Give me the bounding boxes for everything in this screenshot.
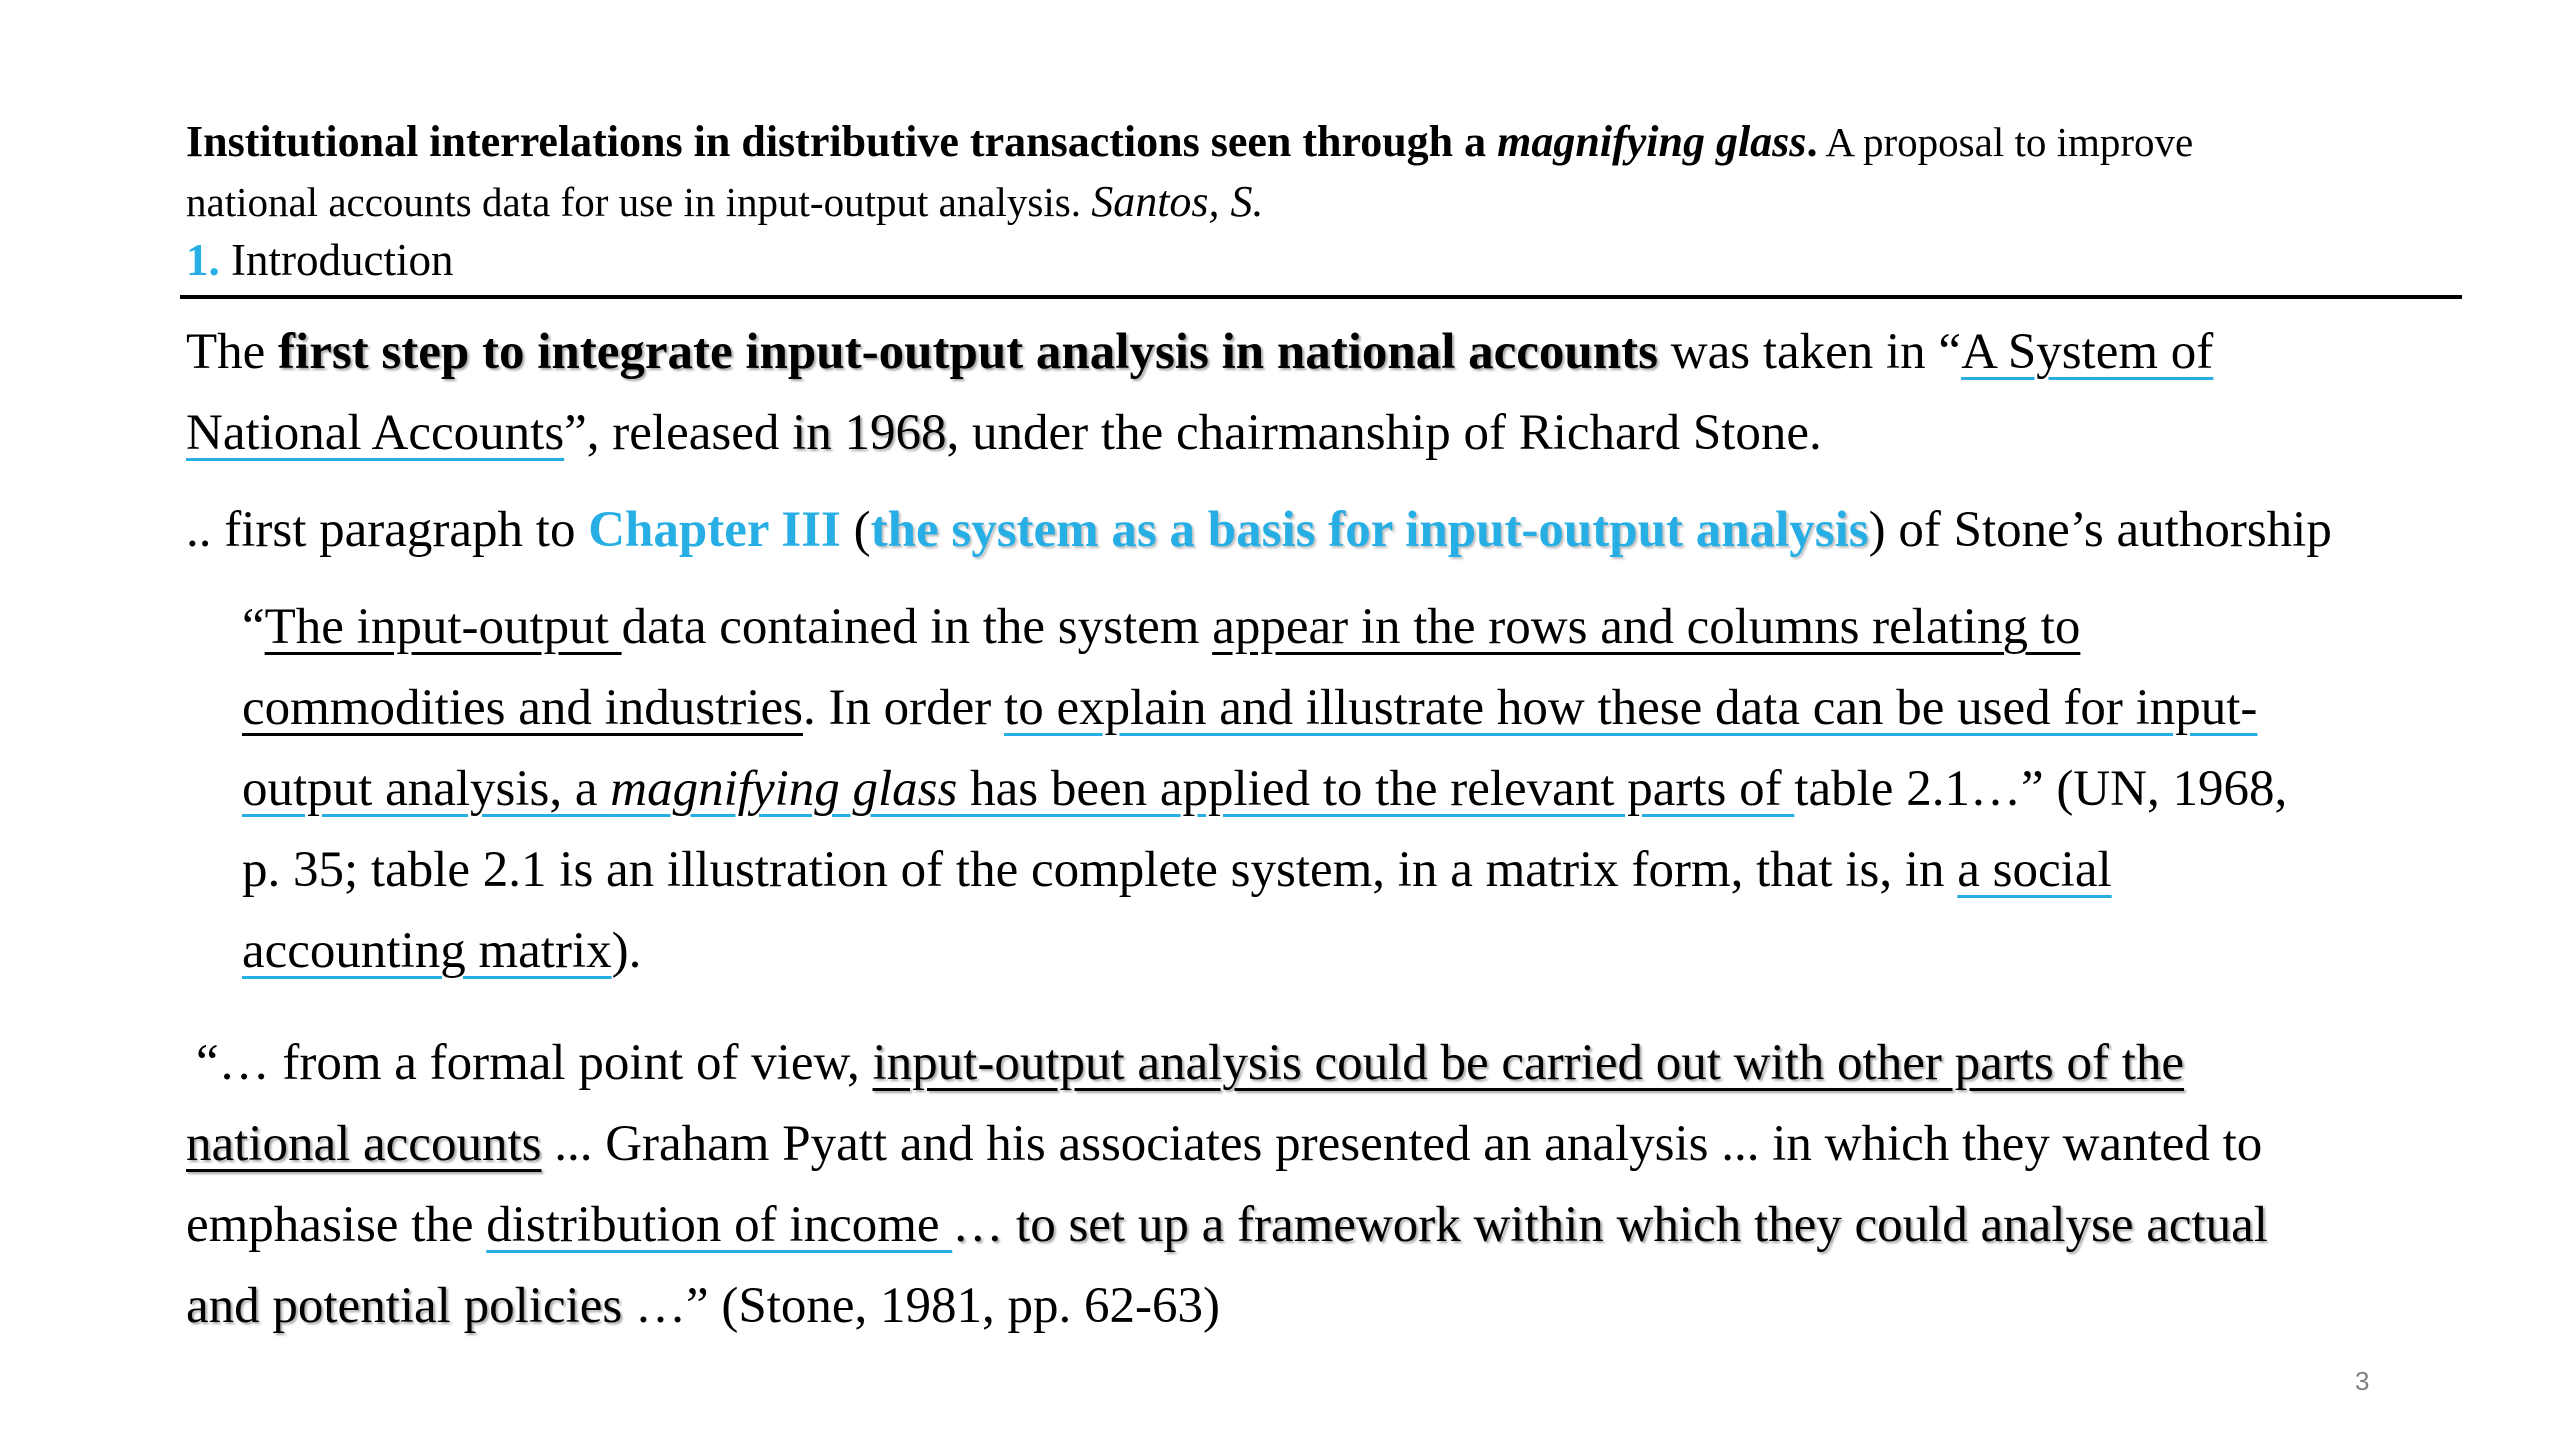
section-number: 1. xyxy=(186,235,220,285)
underlined-phrase: The input-output xyxy=(264,599,622,655)
emphasis-first-step: first step to integrate input-output analysis in national accounts xyxy=(278,324,1658,380)
sna-title-part-1: A System of xyxy=(1961,324,2214,380)
quote-1-line-1 xyxy=(242,587,2080,668)
text-run: was taken in “ xyxy=(1658,324,1962,380)
author: Santos, S. xyxy=(1091,177,1264,226)
title-rest-text: A proposal to improve xyxy=(1817,119,2194,165)
underlined-phrase: commodities and industries xyxy=(242,680,803,736)
quote-1-line-4 xyxy=(242,830,2112,911)
slide-title xyxy=(186,112,2486,172)
section-heading xyxy=(186,232,2486,288)
section-title: Introduction xyxy=(219,235,454,285)
page-number: 3 xyxy=(2355,1366,2370,1396)
title-bold-text: Institutional interrelations in distributive transactions seen through a xyxy=(186,117,1498,166)
title-dot: . xyxy=(1806,117,1818,166)
chapter-title: the system as a basis for input-output analysis xyxy=(870,502,1869,558)
sam-term-part-1: a social xyxy=(1957,842,2112,898)
shadowed-phrase: and potential policies xyxy=(186,1278,623,1334)
blue-underlined-phrase: has been applied to the relevant parts of xyxy=(957,761,1795,817)
text-run: ”, released xyxy=(564,405,793,461)
magnifying-glass-phrase: magnifying glass xyxy=(610,761,958,817)
text-run: p. 35; table 2.1 is an illustration of the complete system, in a matrix form, that is, in xyxy=(242,842,1958,898)
subtitle-text: national accounts data for use in input-output analysis. xyxy=(186,179,1092,225)
text-run: ). xyxy=(611,923,642,979)
quote-2-line-1 xyxy=(196,1023,2184,1104)
underlined-phrase: input-output analysis could be carried out with other parts of the xyxy=(872,1035,2185,1091)
text-run: .. first paragraph to xyxy=(186,502,589,558)
blue-underlined-phrase: output analysis, a xyxy=(242,761,611,817)
text-run: ( xyxy=(840,502,871,558)
citation: …” (Stone, 1981, pp. 62-63) xyxy=(622,1278,1220,1334)
slide-header xyxy=(186,112,2486,288)
text-run: . In order xyxy=(802,680,1005,736)
blue-underlined-phrase: distribution of income xyxy=(486,1197,953,1253)
text-run: “… from a formal point of view, xyxy=(196,1035,873,1091)
quote-2-line-4 xyxy=(186,1266,1220,1347)
title-italic-text: magnifying glass xyxy=(1497,117,1807,166)
quote-1-line-2 xyxy=(242,668,2257,749)
quote-2-line-2 xyxy=(186,1104,2262,1185)
quote-1-line-5 xyxy=(242,911,641,992)
quote-2-line-3 xyxy=(186,1185,2268,1266)
year-1968: in 1968 xyxy=(792,405,947,461)
shadowed-phrase: … to set up a framework within which they could analyse actual xyxy=(952,1197,2268,1253)
sam-term-part-2: accounting matrix xyxy=(242,923,612,979)
text-run: emphasise the xyxy=(186,1197,487,1253)
text-run: table 2.1…” (UN, 1968, xyxy=(1794,761,2288,817)
text-run: ) of Stone’s authorship xyxy=(1868,502,2332,558)
text-run: , under the chairmanship of Richard Stone. xyxy=(946,405,1822,461)
sna-title-part-2: National Accounts xyxy=(186,405,565,461)
text-run: The xyxy=(186,324,279,380)
text-run: data contained in the system xyxy=(621,599,1213,655)
text-run: “ xyxy=(242,599,265,655)
header-divider xyxy=(180,295,2462,299)
underlined-phrase: appear in the rows and columns relating to xyxy=(1212,599,2081,655)
quote-1-line-3 xyxy=(242,749,2287,830)
blue-underlined-phrase: to explain and illustrate how these data can be used for input- xyxy=(1004,680,2258,736)
paragraph-1-line-2 xyxy=(186,393,1822,474)
text-run: ... Graham Pyatt and his associates presented an analysis ... in which they wanted to xyxy=(541,1116,2263,1172)
chapter-reference: Chapter III xyxy=(588,502,841,558)
slide-subtitle xyxy=(186,172,2486,232)
underlined-phrase: national accounts xyxy=(186,1116,542,1172)
paragraph-1-line-1 xyxy=(186,312,2213,393)
paragraph-2 xyxy=(186,490,2332,571)
